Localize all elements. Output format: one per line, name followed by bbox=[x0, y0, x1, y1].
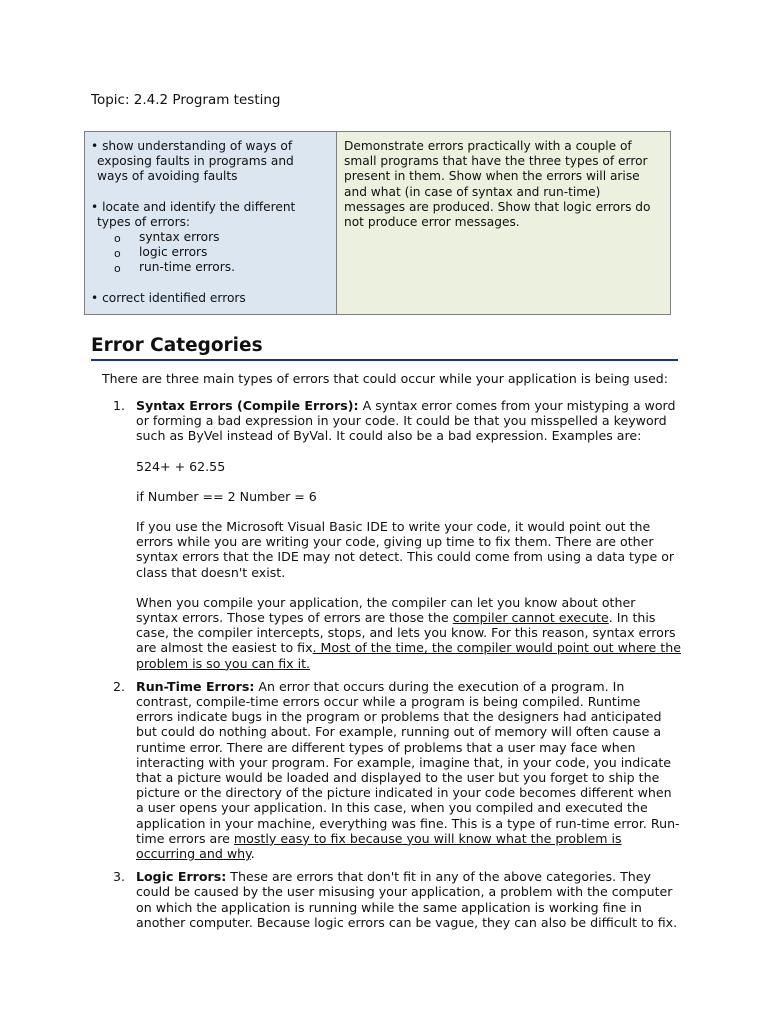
objective-item bbox=[91, 200, 336, 276]
learning-objectives-cell bbox=[85, 132, 337, 314]
list-item bbox=[104, 869, 684, 930]
list-item bbox=[91, 245, 336, 260]
item-number: 1. bbox=[113, 398, 126, 413]
underlined-text: compiler cannot execute bbox=[452, 610, 609, 626]
objective-line: • correct identified errors bbox=[91, 290, 246, 305]
topic-heading: Topic: 2.4.2 Program testing bbox=[91, 92, 281, 108]
text-run: . In this case, the compiler intercepts, stops, and lets you know. For this reason, syntax errors are almost the easiest to fix bbox=[136, 610, 676, 656]
list-item bbox=[104, 679, 684, 861]
item-body bbox=[136, 679, 681, 861]
sub-bullet: o bbox=[114, 232, 121, 246]
error-type-label: run-time errors. bbox=[139, 260, 235, 275]
objective-line: • locate and identify the different bbox=[91, 199, 296, 214]
item-number: 2. bbox=[113, 678, 126, 694]
error-types-list bbox=[91, 230, 336, 276]
intro-text: There are three main types of errors that could occur while your application is being used: bbox=[102, 371, 668, 386]
list-item bbox=[91, 260, 336, 275]
item-title: Logic Errors: bbox=[136, 869, 227, 885]
heading-divider bbox=[91, 359, 678, 361]
item-number: 3. bbox=[113, 869, 126, 885]
objectives-table bbox=[84, 131, 671, 315]
paragraph bbox=[136, 398, 681, 444]
objective-item bbox=[91, 139, 336, 185]
underlined-text: mostly easy to fix because you will know what the problem is occurring and why bbox=[136, 830, 622, 862]
sub-bullet: o bbox=[114, 262, 121, 276]
objective-line: exposing faults in programs and bbox=[97, 154, 294, 169]
paragraph bbox=[136, 679, 681, 861]
paragraph: If you use the Microsoft Visual Basic IDE to write your code, it would point out the errors while you are writing your code, giving up time to fix them. There are other syntax errors that the IDE may not detect. This could come from using a data type or class that doesn't exist. bbox=[136, 519, 675, 580]
objective-line: ways of avoiding faults bbox=[97, 169, 238, 184]
code-example: if Number == 2 Number = 6 bbox=[136, 488, 317, 504]
sub-bullet: o bbox=[114, 247, 121, 261]
error-categories-list bbox=[104, 398, 684, 938]
item-text: An error that occurs during the execution of a program. In contrast, compile-time errors occur while a program is being compiled. Runtime errors indicate bugs in the program or problems that the designers had anticipated but could do nothing about. For example, running out of memory will often cause a runtime error. There are different types of problems that a user may face when interacting with your program. For example, imagine that, in your code, you indicate that a picture would be loaded and displayed to the user but you forget to ship the picture or the directory of the picture indicated in your code becomes different when a user opens your application. In this case, when you compiled and executed the application in your machine, everything was fine. This is a type of run-time error. Run-time errors are bbox=[136, 678, 680, 846]
list-item bbox=[91, 230, 336, 245]
code-example: 524+ + 62.55 bbox=[136, 458, 226, 474]
guidance-text: Demonstrate errors practically with a couple of small programs that have the three types of error present in them. Show when the errors will arise and what (in case of syntax and run-time) messages are produced. Show that logic errors do not produce error messages. bbox=[344, 139, 651, 230]
item-text: These are errors that don't fit in any of the above categories. They could be caused by the user misusing your application, a problem with the computer on which the application is running while the same application is working fine in another computer. Because logic errors can be vague, they can also be difficult to fix. bbox=[136, 869, 678, 930]
objective-line: types of errors: bbox=[97, 214, 191, 229]
error-type-label: logic errors bbox=[139, 245, 208, 260]
error-type-label: syntax errors bbox=[139, 230, 220, 245]
paragraph bbox=[136, 595, 681, 671]
list-item bbox=[104, 398, 684, 671]
underlined-text: . Most of the time, the compiler would point out where the problem is so you can fix it. bbox=[136, 640, 681, 671]
text-run: When you compile your application, the compiler can let you know about other syntax errors. Those types of errors are those the bbox=[136, 594, 636, 626]
item-body bbox=[136, 398, 681, 671]
item-text: A syntax error comes from your mistyping a word or forming a bad expression in your code. It could be that you misspelled a keyword such as ByVel instead of ByVal. It could also be a bad expression. Examples are: bbox=[136, 398, 676, 444]
objective-item bbox=[91, 291, 336, 306]
objective-line: • show understanding of ways of bbox=[91, 139, 293, 153]
text-run: . bbox=[250, 846, 255, 862]
paragraph bbox=[136, 869, 681, 930]
section-title: Error Categories bbox=[91, 335, 263, 356]
item-title: Run-Time Errors: bbox=[136, 678, 255, 694]
teaching-guidance-cell bbox=[337, 132, 670, 314]
item-title: Syntax Errors (Compile Errors): bbox=[136, 398, 359, 413]
item-body bbox=[136, 869, 681, 930]
